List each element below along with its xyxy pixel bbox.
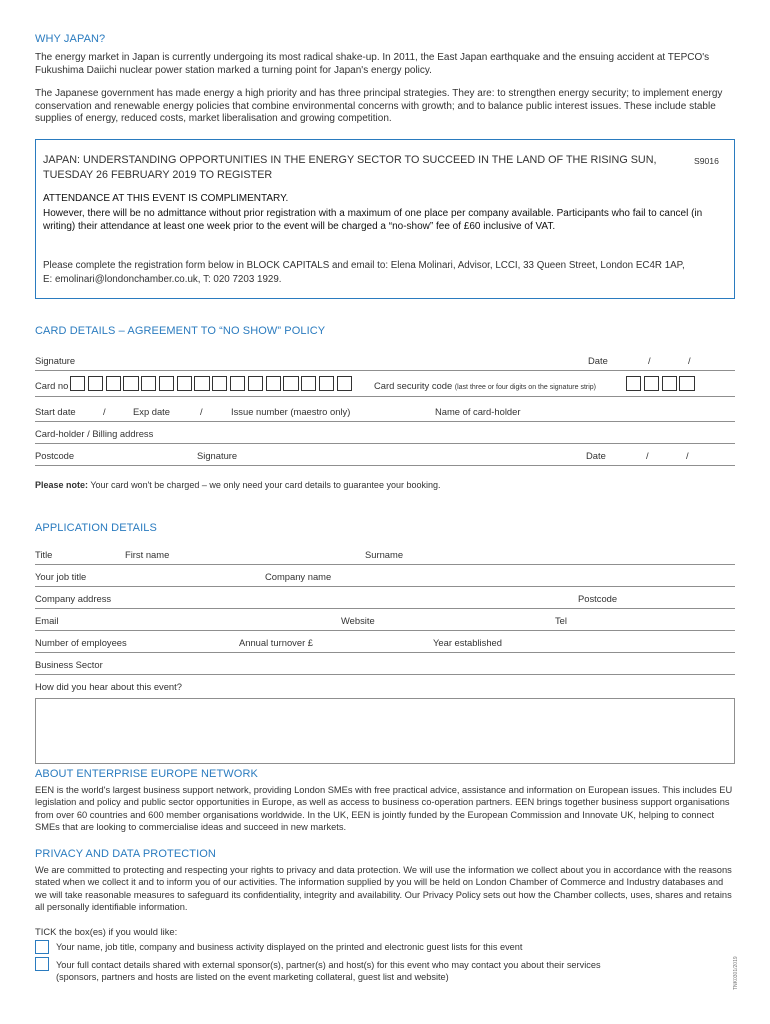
tick-instruction: TICK the box(es) if you would like: bbox=[35, 926, 178, 937]
date-separator: / bbox=[686, 450, 689, 461]
een-text: EEN is the world's largest business support network, providing London SMEs with free practical advice, assistance and information on European issues. This includes EU legislation and policy and public sector opportunities in Europe, as well as access to business co-operation partners. EEN brings together business support organisations from over 60 countries and 600 member organisations worldwide. In the UK, EEN is jointly funded by the European Commission and Innovate UK, helping to connect SMEs that are looking to commercialise ideas and succeed in new markets. bbox=[35, 785, 733, 833]
tel-label: Tel bbox=[555, 615, 567, 626]
first-name-label: First name bbox=[125, 549, 170, 560]
card-number-input[interactable] bbox=[70, 376, 352, 391]
business-sector-label: Business Sector bbox=[35, 659, 103, 670]
application-details-heading: APPLICATION DETAILS bbox=[35, 522, 157, 534]
card-holder-name-label: Name of card-holder bbox=[435, 406, 521, 417]
contact-sharing-checkbox[interactable] bbox=[35, 957, 49, 971]
date-separator: / bbox=[688, 355, 691, 366]
date-separator: / bbox=[103, 406, 106, 417]
why-japan-paragraph-2: The Japanese government has made energy a high priority and has three principal strategies. They are: to strengthen energy security; to implement energy conservation and renewable energy policies that combine environmental concerns with growth; and to balance public interest issues. These include stable supplies of energy, reduced costs, market liberalisation and growing competition. bbox=[35, 88, 723, 125]
card-security-code-label: Card security code (last three or four digits on the signature strip) bbox=[374, 380, 597, 391]
card-date-label: Date bbox=[588, 355, 608, 366]
why-japan-heading: WHY JAPAN? bbox=[35, 33, 106, 45]
divider bbox=[35, 630, 735, 631]
divider bbox=[35, 443, 735, 444]
card-details-heading: CARD DETAILS – AGREEMENT TO “NO SHOW” POLICY bbox=[35, 325, 326, 337]
exp-date-label: Exp date bbox=[133, 406, 171, 417]
guest-list-checkbox[interactable] bbox=[35, 940, 49, 954]
card-note: Please note: Your card won't be charged – we only need your card details to guarantee your booking. bbox=[35, 480, 441, 490]
card-signature-label: Signature bbox=[35, 355, 76, 366]
admittance-notice: However, there will be no admittance without prior registration with a maximum of one place per company available. Participants who fail to cancel (in writing) their attendance at least one week prior to the event will be charged a “no-show” fee of £60 inclusive of VAT. bbox=[43, 208, 703, 232]
start-date-label: Start date bbox=[35, 406, 76, 417]
title-label: Title bbox=[35, 549, 53, 560]
registration-instructions-line-1: Please complete the registration form below in BLOCK CAPITALS and email to: Elena Molinari, Advisor, LCCI, 33 Queen Street, London EC4R 1AP, bbox=[43, 260, 685, 271]
divider bbox=[35, 564, 735, 565]
issue-number-label: Issue number (maestro only) bbox=[231, 406, 351, 417]
divider bbox=[35, 465, 735, 466]
event-code: S9016 bbox=[694, 156, 719, 166]
document-reference-code: TNK0301/2019 bbox=[733, 956, 739, 990]
privacy-text: We are committed to protecting and respecting your rights to privacy and data protection. We will use the information we collect about you in accordance with the reasons stated when we collect it and to inform you of our activities. The information supplied by you will be held on London Chamber of Commerce and Industry databases and we will take reasonable measures to safeguard its confidentiality, integrity and availability. Our Privacy Policy sets out how the Chamber collects, uses, shares and retains all personally identifiable information. bbox=[35, 865, 732, 913]
date-separator: / bbox=[648, 355, 651, 366]
email-label: Email bbox=[35, 615, 59, 626]
website-label: Website bbox=[341, 615, 375, 626]
event-title-line-2: TUESDAY 26 FEBRUARY 2019 TO REGISTER bbox=[43, 169, 273, 181]
company-name-label: Company name bbox=[265, 571, 332, 582]
divider bbox=[35, 396, 735, 397]
how-did-you-hear-label: How did you hear about this event? bbox=[35, 681, 182, 692]
card-security-code-input[interactable] bbox=[626, 376, 695, 391]
event-title-line-1: JAPAN: UNDERSTANDING OPPORTUNITIES IN THE ENERGY SECTOR TO SUCCEED IN THE LAND OF THE RISING SUN, bbox=[43, 154, 657, 166]
privacy-heading: PRIVACY AND DATA PROTECTION bbox=[35, 848, 216, 860]
contact-sharing-option-line-2: (sponsors, partners and hosts are listed on the event marketing collateral, guest list and website) bbox=[56, 972, 449, 982]
surname-label: Surname bbox=[365, 549, 404, 560]
divider bbox=[35, 586, 735, 587]
how-did-you-hear-input[interactable] bbox=[35, 698, 735, 764]
billing-date-label: Date bbox=[586, 450, 606, 461]
een-heading: ABOUT ENTERPRISE EUROPE NETWORK bbox=[35, 768, 258, 780]
company-postcode-label: Postcode bbox=[578, 593, 618, 604]
billing-address-label: Card-holder / Billing address bbox=[35, 428, 154, 439]
company-address-label: Company address bbox=[35, 593, 112, 604]
date-separator: / bbox=[200, 406, 203, 417]
year-established-label: Year established bbox=[433, 637, 502, 648]
billing-postcode-label: Postcode bbox=[35, 450, 75, 461]
job-title-label: Your job title bbox=[35, 571, 87, 582]
divider bbox=[35, 421, 735, 422]
divider bbox=[35, 674, 735, 675]
guest-list-option-label: Your name, job title, company and business activity displayed on the printed and electronic guest lists for this event bbox=[56, 942, 523, 952]
employees-label: Number of employees bbox=[35, 637, 127, 648]
registration-instructions-line-2: E: emolinari@londonchamber.co.uk, T: 020 7203 1929. bbox=[43, 274, 282, 285]
divider bbox=[35, 608, 735, 609]
divider bbox=[35, 370, 735, 371]
card-number-label: Card no bbox=[35, 380, 69, 391]
contact-sharing-option-line-1: Your full contact details shared with external sponsor(s), partner(s) and host(s) for this event who may contact you about their services bbox=[56, 960, 601, 970]
attendance-notice: ATTENDANCE AT THIS EVENT IS COMPLIMENTARY. bbox=[43, 193, 289, 204]
turnover-label: Annual turnover £ bbox=[239, 637, 314, 648]
divider bbox=[35, 652, 735, 653]
billing-signature-label: Signature bbox=[197, 450, 238, 461]
why-japan-paragraph-1: The energy market in Japan is currently undergoing its most radical shake-up. In 2011, the East Japan earthquake and the ensuing accident at TEPCO's Fukushima Daiichi nuclear power station marked a turning point for Japan's energy policy. bbox=[35, 52, 710, 76]
date-separator: / bbox=[646, 450, 649, 461]
